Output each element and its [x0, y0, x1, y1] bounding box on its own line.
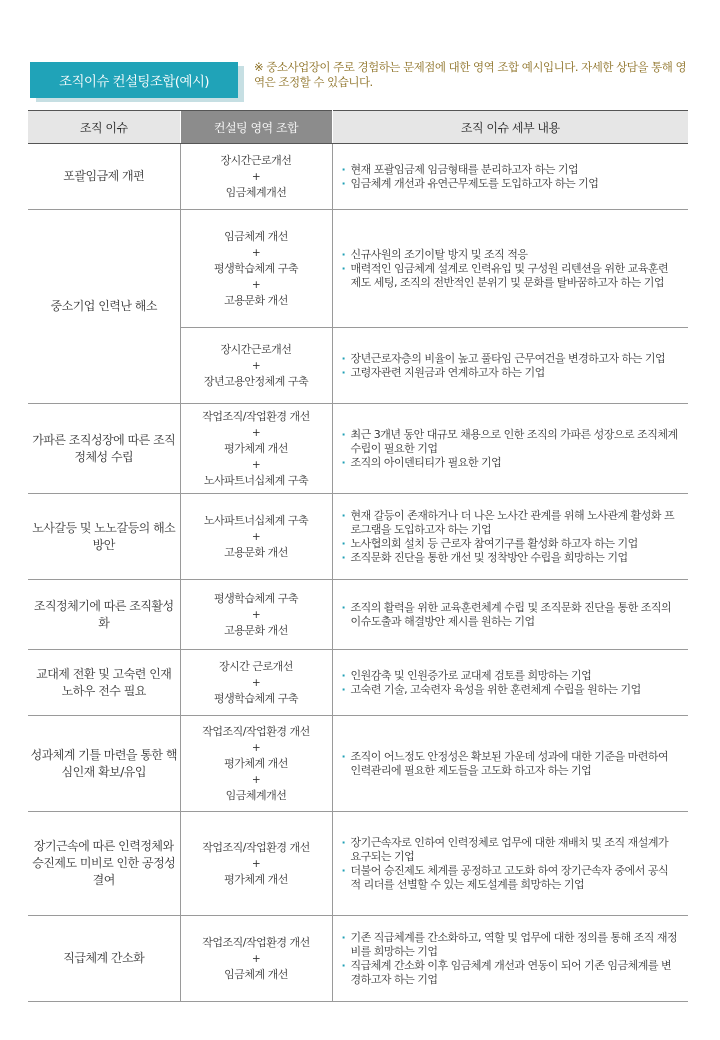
detail-cell [332, 580, 688, 650]
combo-item: 평가체계 개선 [224, 441, 288, 455]
detail-item: · 장기근속자로 인하여 인력정체로 업무에 대한 재배치 및 조직 재설계가 요구되는 기업 [341, 836, 679, 864]
combo-cell [180, 580, 332, 650]
plus-sign: + [251, 359, 261, 372]
table-row [28, 580, 688, 650]
table-row [28, 716, 688, 812]
combo-item: 노사파트너십체계 구축 [203, 473, 309, 487]
plus-sign: + [251, 676, 261, 689]
issue-cell: 교대제 전환 및 고숙련 인재 노하우 전수 필요 [28, 650, 180, 716]
detail-cell [332, 328, 688, 404]
combo-item: 평가체계 개선 [224, 872, 288, 886]
combo-cell [180, 404, 332, 494]
combo-item: 임금체계 개선 [224, 229, 288, 243]
plus-sign: + [251, 608, 261, 621]
table-row [28, 144, 688, 210]
detail-item: · 임금체계 개선과 유연근무제도를 도입하고자 하는 기업 [341, 177, 679, 191]
combo-cell [180, 650, 332, 716]
detail-cell [332, 716, 688, 812]
plus-sign: + [251, 278, 261, 291]
combo-cell [180, 144, 332, 210]
detail-list [341, 931, 679, 987]
detail-item: · 고숙련 기술, 고숙련자 육성을 위한 훈련체계 수립을 원하는 기업 [341, 683, 679, 697]
combo-item: 고용문화 개선 [224, 293, 288, 307]
table-header-row [28, 111, 688, 144]
issue-cell: 직급체계 간소화 [28, 916, 180, 1002]
table-row [28, 916, 688, 1002]
detail-list [341, 428, 679, 470]
detail-list [341, 163, 679, 191]
detail-cell [332, 144, 688, 210]
combo-cell [180, 328, 332, 404]
combo-cell [180, 716, 332, 812]
combo-item: 평생학습체계 구축 [213, 691, 298, 705]
detail-item: · 조직의 활력을 위한 교육훈련체계 수립 및 조직문화 진단을 통한 조직의 이슈도출과 해결방안 제시를 원하는 기업 [341, 601, 679, 629]
plus-sign: + [251, 857, 261, 870]
table-row [28, 650, 688, 716]
combo-item: 장시간근로개선 [220, 342, 292, 356]
combo-cell [180, 494, 332, 580]
plus-sign: + [251, 773, 261, 786]
plus-sign: + [251, 170, 261, 183]
issue-cell: 성과체계 기틀 마련을 통한 핵심인재 확보/유입 [28, 716, 180, 812]
combo-item: 평가체계 개선 [224, 756, 288, 770]
detail-item: · 노사협의회 설치 등 근로자 참여기구를 활성화 하고자 하는 기업 [341, 537, 679, 551]
combo-item: 임금체계개선 [225, 185, 287, 199]
issue-cell: 포괄임금제 개편 [28, 144, 180, 210]
detail-item: · 최근 3개년 동안 대규모 채용으로 인한 조직의 가파른 성장으로 조직체계수립이 필요한 기업 [341, 428, 679, 456]
detail-item: · 더불어 승진제도 체계를 공정하고 고도화 하여 장기근속자 중에서 공식적 리더를 선별할 수 있는 제도설계를 희망하는 기업 [341, 864, 679, 892]
detail-item: · 고령자관련 지원금과 연계하고자 하는 기업 [341, 366, 679, 380]
detail-item: · 조직이 어느정도 안정성은 확보된 가운데 성과에 대한 기준을 마련하여 인력관리에 필요한 제도들을 고도화 하고자 하는 기업 [341, 750, 679, 778]
detail-list [341, 750, 679, 778]
combo-item: 장시간근로개선 [220, 153, 292, 167]
detail-item: · 신규사원의 조기이탈 방지 및 조직 적응 [341, 248, 679, 262]
issue-cell: 중소기업 인력난 해소 [28, 210, 180, 404]
detail-item: · 직급체계 간소화 이후 임금체계 개선과 연동이 되어 기존 임금체계를 변경하고자 하는 기업 [341, 959, 679, 987]
combo-item: 장년고용안정체계 구축 [203, 374, 309, 388]
detail-item: · 매력적인 임금체계 설계로 인력유입 및 구성원 리텐션을 위한 교육훈련제도 세팅, 조직의 전반적인 분위기 및 문화를 탈바꿈하고자 하는 기업 [341, 262, 679, 290]
combo-item: 평생학습체계 구축 [213, 261, 298, 275]
issue-cell: 노사갈등 및 노노갈등의 해소방안 [28, 494, 180, 580]
detail-item: · 기존 직급체계를 간소화하고, 역할 및 업무에 대한 정의를 통해 조직 재정비를 희망하는 기업 [341, 931, 679, 959]
detail-item: · 인원감축 및 인원증가로 교대제 검토를 희망하는 기업 [341, 669, 679, 683]
table-row [28, 404, 688, 494]
detail-list [341, 352, 679, 380]
combo-cell [180, 916, 332, 1002]
issue-cell: 가파른 조직성장에 따른 조직정체성 수립 [28, 404, 180, 494]
detail-cell [332, 494, 688, 580]
plus-sign: + [251, 246, 261, 259]
header-note: ※ 중소사업장이 주로 경험하는 문제점에 대한 영역 조합 예시입니다. 자세한 상담을 통해 영역은 조정할 수 있습니다. [254, 60, 687, 89]
detail-item: · 현재 포괄임금제 임금형태를 분리하고자 하는 기업 [341, 163, 679, 177]
issue-cell: 장기근속에 따른 인력정체와 승진제도 미비로 인한 공정성 결여 [28, 812, 180, 916]
detail-list [341, 601, 679, 629]
combo-item: 작업조직/작업환경 개선 [202, 840, 310, 854]
combo-item: 고용문화 개선 [224, 545, 288, 559]
detail-cell [332, 916, 688, 1002]
plus-sign: + [251, 952, 261, 965]
column-header-issue: 조직 이슈 [28, 111, 180, 144]
detail-cell [332, 650, 688, 716]
detail-item: · 조직의 아이덴티티가 필요한 기업 [341, 456, 679, 470]
combo-item: 작업조직/작업환경 개선 [202, 935, 310, 949]
plus-sign: + [251, 458, 261, 471]
combo-item: 작업조직/작업환경 개선 [202, 724, 310, 738]
issue-cell: 조직정체기에 따른 조직활성화 [28, 580, 180, 650]
column-header-combo: 컨설팅 영역 조합 [180, 111, 332, 144]
consulting-table [28, 110, 688, 1002]
detail-list [341, 669, 679, 697]
combo-item: 임금체계개선 [225, 788, 287, 802]
combo-item: 노사파트너십체계 구축 [203, 513, 309, 527]
detail-cell [332, 404, 688, 494]
detail-item: · 조직문화 진단을 통한 개선 및 정착방안 수립을 희망하는 기업 [341, 551, 679, 565]
plus-sign: + [251, 741, 261, 754]
plus-sign: + [251, 426, 261, 439]
detail-list [341, 248, 679, 290]
detail-cell [332, 210, 688, 328]
detail-item: · 장년근로자층의 비율이 높고 풀타임 근무여건을 변경하고자 하는 기업 [341, 352, 679, 366]
detail-item: · 현재 갈등이 존재하거나 더 나은 노사간 관계를 위해 노사관계 활성화 프로그램을 도입하고자 하는 기업 [341, 509, 679, 537]
table-row [28, 210, 688, 328]
detail-cell [332, 812, 688, 916]
table-row [28, 494, 688, 580]
combo-item: 임금체계 개선 [224, 967, 288, 981]
table-row [28, 812, 688, 916]
detail-list [341, 509, 679, 565]
table-body [28, 144, 688, 1002]
detail-list [341, 836, 679, 892]
combo-item: 평생학습체계 구축 [213, 591, 298, 605]
plus-sign: + [251, 530, 261, 543]
combo-cell [180, 812, 332, 916]
combo-item: 작업조직/작업환경 개선 [202, 409, 310, 423]
title-badge: 조직이슈 컨설팅조합(예시) [30, 62, 238, 98]
combo-item: 고용문화 개선 [224, 623, 288, 637]
combo-item: 장시간 근로개선 [219, 659, 293, 673]
combo-cell [180, 210, 332, 328]
column-header-detail: 조직 이슈 세부 내용 [332, 111, 688, 144]
